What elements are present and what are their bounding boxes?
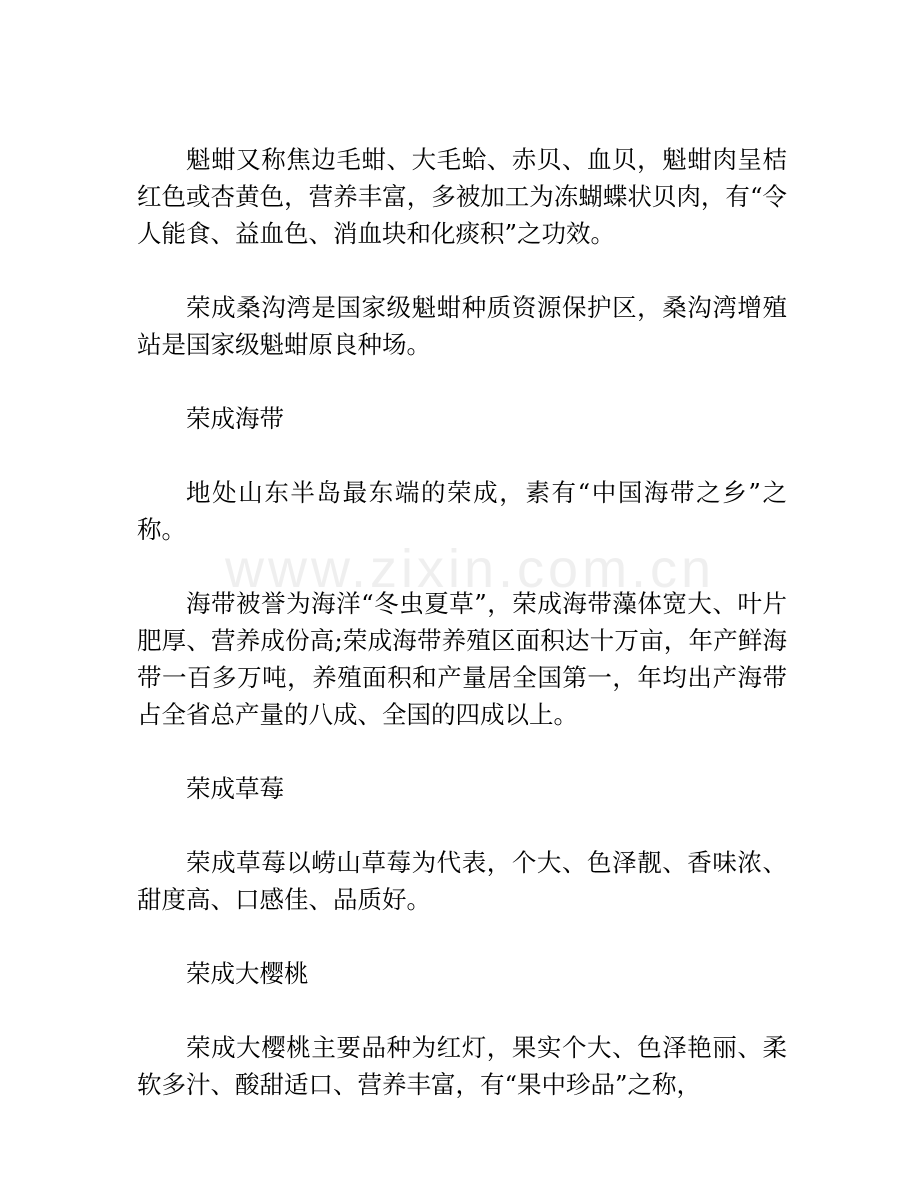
- paragraph-caomei-details: 荣成草莓以崂山草莓为代表，个大、色泽靓、香味浓、甜度高、口感佳、品质好。: [137, 848, 787, 914]
- heading-rongcheng-caomei: 荣成草莓: [186, 774, 284, 803]
- paragraph-haidai-details: 海带被誉为海洋“冬虫夏草”，荣成海带藻体宽大、叶片肥厚、营养成份高;荣成海带养殖区面积达十万亩，年产鲜海带一百多万吨，养殖面积和产量居全国第一，年均出产海带占全省总产量的八成、全国的四成以上。: [137, 589, 787, 729]
- watermark: www.zixin.com.cn: [225, 539, 716, 599]
- heading-rongcheng-yingtao: 荣成大樱桃: [186, 959, 309, 988]
- paragraph-sanggouwan: 荣成桑沟湾是国家级魁蚶种质资源保护区，桑沟湾增殖站是国家级魁蚶原良种场。: [137, 293, 787, 359]
- document-body: [137, 141, 787, 1140]
- paragraph-kuihan-intro: 魁蚶又称焦边毛蚶、大毛蛤、赤贝、血贝，魁蚶肉呈桔红色或杏黄色，营养丰富，多被加工为冻蝴蝶状贝肉，有“令人能食、益血色、消血块和化痰积”之功效。: [137, 145, 787, 248]
- paragraph-yingtao-details: 荣成大樱桃主要品种为红灯，果实个大、色泽艳丽、柔软多汁、酸甜适口、营养丰富，有“果中珍品”之称，: [137, 1033, 787, 1099]
- heading-rongcheng-haidai: 荣成海带: [186, 404, 284, 433]
- paragraph-haidai-hometown: 地处山东半岛最东端的荣成，素有“中国海带之乡”之称。: [137, 478, 787, 544]
